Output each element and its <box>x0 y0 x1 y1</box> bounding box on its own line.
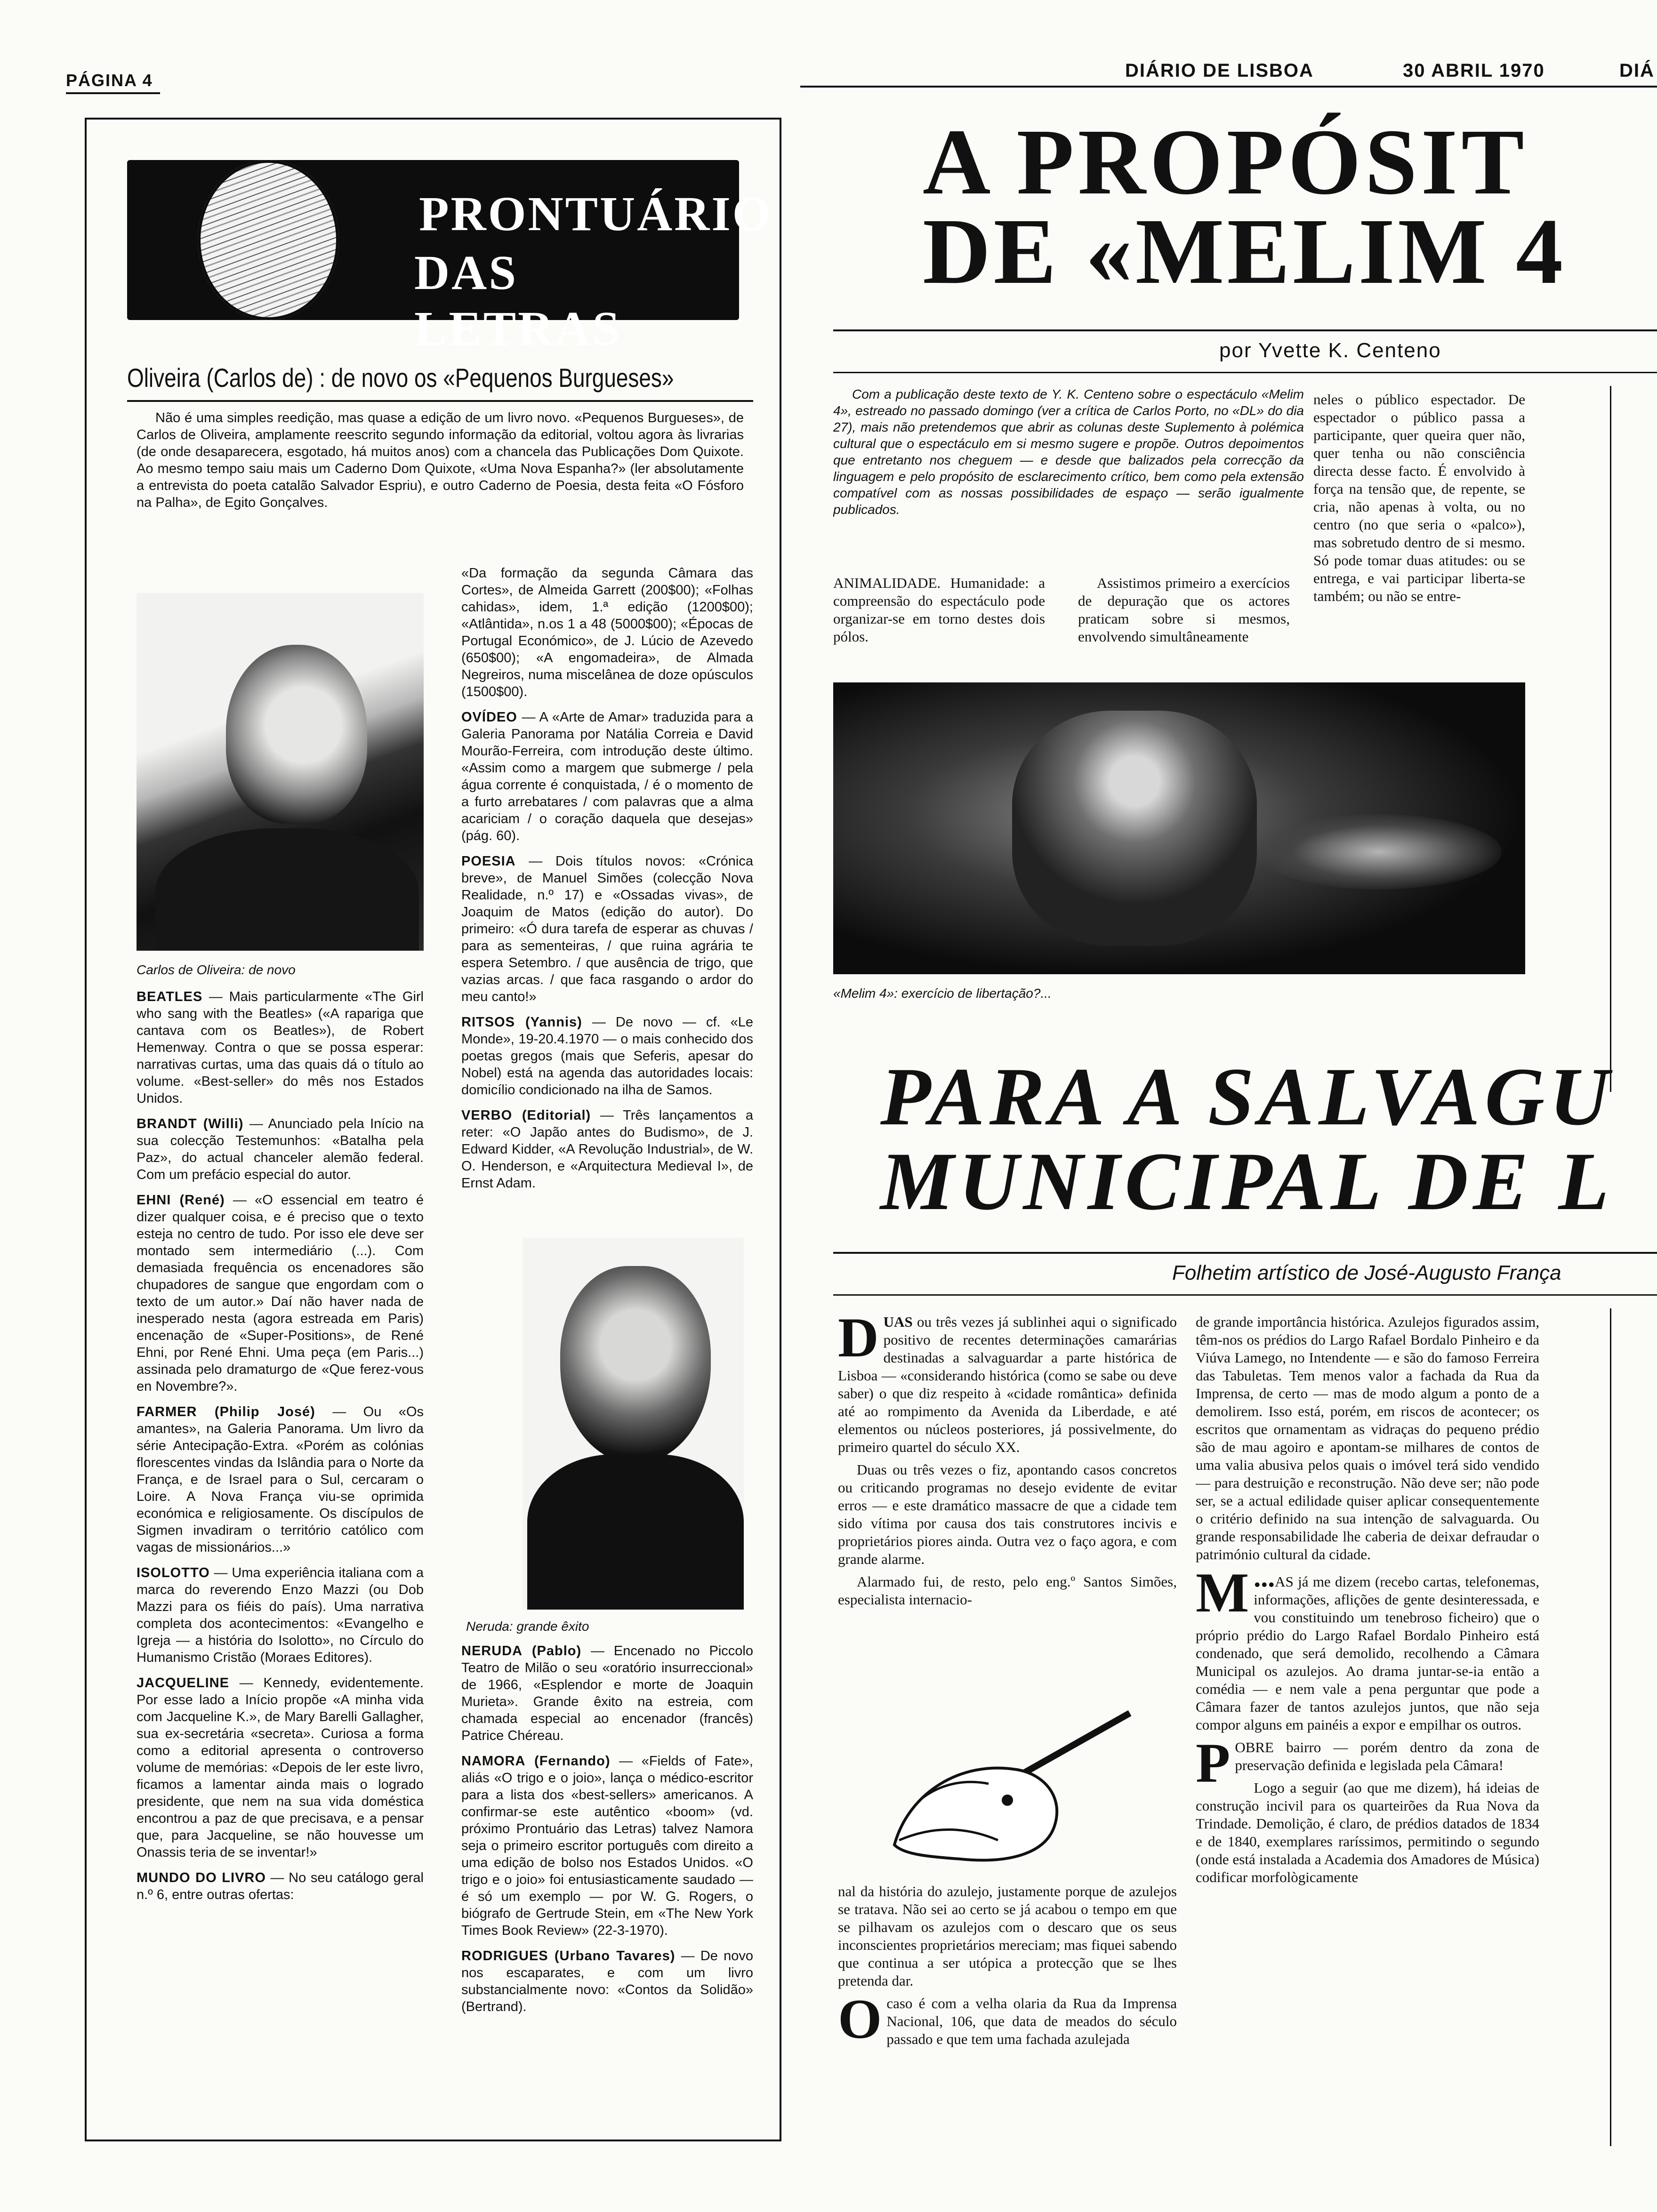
melim-byline: por Yvette K. Centeno <box>1219 339 1441 362</box>
dropcap-d: D <box>838 1313 879 1369</box>
salvaguarda-col2 <box>1196 1313 1539 2146</box>
salvaguarda-p4: nal da história do azulejo, justamente porque de azulejos se tratava. Não sei ao certo se já acabou o tempo em que se pilhavam os azulejos com o descaro que os seus inconscientes proprietários mereciam; mas fiquei sabendo que continua a ser utópica a protecção que se lhes pretenda dar. <box>838 1883 1177 1989</box>
prontuario-headline: Oliveira (Carlos de) : de novo os «Pequenos Burgueses» <box>127 363 674 393</box>
intro-paragraph: Não é uma simples reedição, mas quase a edição de um livro novo. «Pequenos Burgueses», de Carlos de Oliveira, amplamente reescrito segundo informação da editorial, voltou agora às livrarias (de onde desaparecera, esgotado, há muitos anos) com a chancela das Publicações Dom Quixote. Ao mesmo tempo saiu mais um Caderno Dom Quixote, «Uma Nova Espanha?» (ler absolutamente a entrevista do poeta catalão Salvador Espriu), e outro Caderno de Poesia, desta feita «O Fósforo na Palha», de Egito Gonçalves. <box>137 410 744 510</box>
photo-neruda <box>523 1238 744 1610</box>
salvaguarda-col2-p1: de grande importância histórica. Azulejos figurados assim, têm-nos os prédios do Largo Rafael Bordalo Pinheiro e da Viúva Lamego, no Intendente — e são do famoso Ferreira das Tabuletas. Tem menos valor a fachada da Rua da Imprensa, de certo — mas de modo algum a ponto de a demolirem. Isso está, porém, em riscos de acontecer; os escritos que ornamentam as vidraças do pequeno prédio são de mau agoiro e apontam-se milhares de contos de uma valia abusiva pelos quais o imóvel terá sido vendido — para destruição e reconstrução. Não deve ser; não pode ser, se a actual edilidade quiser aplicar consequentemente o critério definido na sua intenção de salvaguarda. Ou grande responsabilidade lhe caberia de deixar defraudar o património cultural da cidade. <box>1196 1314 1539 1563</box>
photo-melim-4 <box>833 682 1525 974</box>
melim-col2 <box>1078 574 1290 692</box>
entry-mundo-do-livro: MUNDO DO LIVRO — No seu catálogo geral n.º 6, entre outras ofertas: <box>137 1870 424 1902</box>
portrait-head <box>226 645 367 824</box>
issue-date: 30 ABRIL 1970 <box>1403 60 1545 81</box>
entry-ritsos: RITSOS (Yannis) — De novo — cf. «Le Monde», 19-20.4.1970 — o mais conhecido dos poetas gregos (mais que Seferis, apesar do Nobel) está na agenda das autoridades locais: domicílio condicionado na ilha de Samos. <box>461 1015 753 1098</box>
dropcap-o: O <box>838 1988 882 2050</box>
photo-carlos-de-oliveira <box>137 593 424 951</box>
salvaguarda-col2-p2: ... M AS já me dizem (recebo cartas, telefonemas, informações, aflições de gente desinteressada, e vou constituindo um tenebroso ficheiro) que o próprio prédio do Largo Rafael Bordalo Pinheiro está condenado, que será demolido, recolhendo a Câmara Municipal os azulejos. Ao drama juntar-se-ia então a comédia — e nem vale a pena perguntar que pode a Câmara fazer de tantos azulejos juntos, que não seja compor alguns em painéis a expor e empilhar os outros. <box>1196 1561 1539 1733</box>
entry-verbo: VERBO (Editorial) — Três lançamentos a reter: «O Japão antes do Budismo», de J. Edward Kidder, «A Revolução Industrial», de W. O. Henderson, e «Arquitectura Medieval I», de Ernst Adam. <box>461 1108 753 1191</box>
text-collage-circle <box>198 160 339 320</box>
entry-rodrigues: RODRIGUES (Urbano Tavares) — De novo nos escaparates, e com um livro substancialmente novo: «Contos da Solidão» (Bertrand). <box>461 1948 753 2014</box>
salvaguarda-p2: Duas ou três vezes o fiz, apontando casos concretos ou criticando programas no desejo evidente de evitar erros — e este dramático massacre de que a cidade tem sido vítima por causa dos tais construtores incivis e proprietários piores ainda. Outra vez o faço agora, e com grande alarme. <box>838 1461 1177 1567</box>
unicorn-illustration <box>866 1704 1149 1873</box>
header-rule-right <box>800 86 1657 88</box>
entry-ehni: EHNI (René) — «O essencial em teatro é dizer qualquer coisa, e é preciso que o texto esteja no centro de tudo. Por isso ele deve ser montado sem intermediário (...). Com demasiada frequência os encenadores são chupadores de sangue que engordam com o texto de um autor.» Daí não haver nada de inesperado nesta (agora estreada em Paris) encenação de «Super-Positions», de René Ehni, por René Ehni. Uma peça (em Paris...) assinada pelo dramaturgo de «Que ferez-vous en Novembre?». <box>137 1193 424 1394</box>
entry-ovideo: OVÍDEO — A «Arte de Amar» traduzida para a Galeria Panorama por Natália Correia e David Mourão-Ferreira, com introdução deste último. «Assim como a margem que submerge / pela água corrente é conquistada, / é o momento de a furto arrebatares / com palavras que a alma acariciam / o coração daquela que desejas» (pág. 60). <box>461 710 753 843</box>
logo-title-2: DAS LETRAS <box>414 246 622 356</box>
neruda-body <box>527 1454 744 1610</box>
headline-rule <box>127 400 753 402</box>
salvaguarda-p3: Alarmado fui, de resto, pelo eng.º Santos Simões, especialista internacio- <box>838 1573 1177 1608</box>
column-rule-right <box>1610 1308 1611 2146</box>
salvaguarda-rule-bottom <box>833 1294 1657 1296</box>
prontuario-intro <box>137 409 744 551</box>
melim-headline-2: DE «MELIM 4 <box>923 200 1566 304</box>
next-page-header: DIÁ <box>1619 60 1655 81</box>
column-rule <box>1610 386 1611 1092</box>
entry-namora: NAMORA (Fernando) — «Fields of Fate», aliás «O trigo e o joio», lança o médico-escritor para a lista dos «best-sellers» americanos. A confirmar-se este autêntico «boom» (vd. próximo Prontuário das Letras) talvez Namora seja o primeiro escritor português com direito a uma edição de bolso nos Estados Unidos. «O trigo e o joio» foi entusiasticamente saudado — é só um exemplo — por W. G. Rogers, o biógrafo de Gertrude Stein, em «The New York Times Book Review» (22-3-1970). <box>461 1754 753 1938</box>
salvaguarda-col2-p4: Logo a seguir (ao que me dizem), há ideias de construção incivil para os quarteirões da Rua Nova da Trindade. Demolição, é claro, de prédios datados de 1834 e de 1840, exemplares raríssimos, permitindo o segundo (onde está instalada a Academia dos Amadores de Música) codificar morfològicamente <box>1196 1779 1539 1885</box>
melim-col3-text: neles o público espectador. De espectador o público passa a participante, quer queira quer não, quer tenha ou não consciência directa desse facto. É envolvido à força na tensão que, de repente, se cria, não apenas à volta, ou no centro (no que seria o «palco»), mas sobretudo dentro de si mesmo. Só pode tomar duas atitudes: ou se entrega, e vai participar liberta-se também; ou não se entre- <box>1313 391 1525 604</box>
performers-group <box>1012 711 1257 946</box>
dropcap-m: M <box>1196 1561 1249 1624</box>
prontuario-left-column <box>137 988 424 2127</box>
entry-neruda: NERUDA (Pablo) — Encenado no Piccolo Teatro de Milão o seu «oratório insurreccional» de 1966, «Esplendor e morte de Joaquin Murieta». Grande êxito na estreia, com chamada especial ao encenador (francês) Patrice Chéreau. <box>461 1643 753 1743</box>
melim-col2-text: Assistimos primeiro a exercícios de depuração que os actores praticam sobre si mesmos, envolvendo simultâneamente <box>1078 575 1290 645</box>
melim-rule-bottom <box>833 372 1657 373</box>
entry-poesia: POESIA — Dois títulos novos: «Crónica breve», de Manuel Simões (colecção Nova Realidade, n.º 17) e «Ossadas vivas», de Joaquim de Matos (edição do autor). Do primeiro: «Ó dura tarefa de esperar as chuvas / para as sementeiras, / que ruina agrária te espera Setembro. / que ausência de trigo, que vazias arcas. / que faca rasgando o ardor do meu canto!» <box>461 854 753 1004</box>
newspaper-name: DIÁRIO DE LISBOA <box>1125 60 1314 81</box>
neruda-head <box>560 1266 711 1464</box>
entry-isolotto: ISOLOTTO — Uma experiência italiana com a marca do reverendo Enzo Mazzi (ou Dob Mazzi para os fiéis do país). Uma narrativa completa dos acontecimentos: «Evangelho e Igreja — a história do Isolotto», no Círculo do Humanismo Cristão (Moraes Editores). <box>137 1565 424 1665</box>
entry-mundo-continued: «Da formação da segunda Câmara das Cortes», de Almeida Garrett (200$00); «Folhas cahidas», idem, 1.ª edição (1200$00); «Atlântida», n.os 1 a 48 (5000$00); «Épocas de Portugal Económico», de J. Lúcio de Azevedo (650$00); «A engomadeira», de Almada Negreiros, numa miscelânea de doze opúsculos (1500$00). <box>461 566 753 699</box>
salvaguarda-headline-1: PARA A SALVAGU <box>880 1051 1614 1143</box>
portrait-shoulders <box>155 828 419 951</box>
melim-col1 <box>833 574 1045 692</box>
prontuario-logo <box>127 160 772 356</box>
unicorn-head-drawing <box>866 1704 1149 1873</box>
salvaguarda-col2-p3: POBRE bairro — porém dentro da zona de preservação definida e legislada pela Câmara! <box>1196 1731 1539 1794</box>
melim-rule-top <box>833 329 1657 331</box>
caption-melim-4: «Melim 4»: exercício de libertação?... <box>833 986 1052 1001</box>
caption-carlos-de-oliveira: Carlos de Oliveira: de novo <box>137 962 296 977</box>
salvaguarda-p1: DUAS ou três vezes já sublinhei aqui o significado positivo de recentes determinações camarárias destinadas a salvaguardar a parte histórica de Lisboa — «considerando histórica (como se sabe ou deve saber) o que diz respeito à «cidade romântica» definida até ao rompimento da Avenida da Liberdade, e até elementos ou núcleos posteriores, já possivelmente, do primeiro quartel do século XX. <box>838 1313 1177 1455</box>
dropcap-p: P <box>1196 1731 1231 1794</box>
entry-brandt: BRANDT (Willi) — Anunciado pela Início na sua colecção Testemunhos: «Batalha pela Paz», do actual chanceler alemão federal. Com um prefácio especial do autor. <box>137 1116 424 1182</box>
melim-col3 <box>1313 391 1525 673</box>
header-rule <box>66 92 160 94</box>
salvaguarda-p5: O caso é com a velha olaria da Rua da Imprensa Nacional, 106, que data de meados do século passado e que tem uma fachada azulejada <box>838 1988 1177 2050</box>
caption-neruda: Neruda: grande êxito <box>466 1619 589 1634</box>
prontuario-right-column-top <box>461 565 753 1214</box>
melim-col1-text: ANIMALIDADE. Humanidade: a compreensão do espectáculo pode organizar-se em torno destes dois pólos. <box>833 575 1045 645</box>
logo-title-1: PRONTUÁRIO <box>419 187 772 241</box>
entry-beatles: BEATLES — Mais particularmente «The Girl who sang with the Beatles» («A rapariga que cantava com os Beatles»), de Robert Hemenway. Contra o que se possa esperar: narrativas curtas, uma das quais dá o título ao volume. «Best-seller» do mês nos Estados Unidos. <box>137 989 424 1106</box>
salvaguarda-rule-top <box>833 1252 1657 1254</box>
salvaguarda-byline: Folhetim artístico de José-Augusto França <box>1172 1261 1561 1284</box>
page-number: PÁGINA 4 <box>66 71 153 90</box>
prontuario-right-column-bottom <box>461 1643 753 2127</box>
melim-intro <box>833 386 1304 565</box>
melim-headline-1: A PROPÓSIT <box>923 110 1528 214</box>
melim-intro-text: Com a publicação deste texto de Y. K. Centeno sobre o espectáculo «Melim 4», estreado no passado domingo (ver a crítica de Carlos Porto, no «DL» do dia 27), mais não pretendemos que abrir as colunas deste Suplemento à polémica cultural que o espectáculo em si mesmo sugere e propõe. Outros depoimentos que entretanto nos cheguem — e desde que balizados pela correcção da linguagem e pelo propósito de esclarecimento crítico, bem como pela extensão compatível com as nossas possibilidades de espaço — serão igualmente publicados. <box>833 387 1304 517</box>
entry-farmer: FARMER (Philip José) — Ou «Os amantes», na Galeria Panorama. Um livro da série Antecipação-Extra. «Porém as colónias florescentes vindas da Islândia para o Norte da França, e de Israel para o Sul, cercaram o Loire. A Nova França viu-se oprimida económica e religiosamente. Os discípulos de Sigmen invadiram o território católico com vagas de missionários...» <box>137 1404 424 1555</box>
salvaguarda-headline-2: MUNICIPAL DE L <box>880 1136 1614 1227</box>
entry-jacqueline: JACQUELINE — Kennedy, evidentemente. Por esse lado a Início propõe «A minha vida com Jacqueline K.», de Mary Barelli Gallagher, sua ex-secretária «secreta». Curiosa a forma como a editorial apresenta o controverso volume de memórias: «Depois de ler este livro, ficamos a lamentar ainda mais o logrado presidente, que nem na sua vida doméstica encontrou a paz de que precisava, e a pensar que, para Jacqueline, se não houvesse um Onassis teria de se inventar!» <box>137 1675 424 1860</box>
stage-light <box>1257 814 1502 890</box>
salvaguarda-col1-bottom <box>838 1883 1177 2146</box>
